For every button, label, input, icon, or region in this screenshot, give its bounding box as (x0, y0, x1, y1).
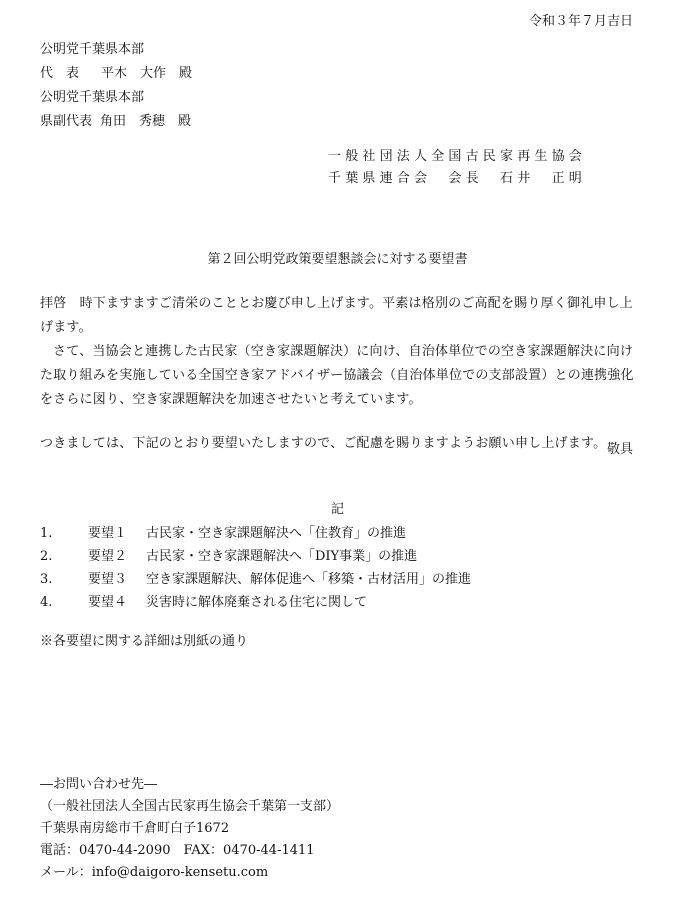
sender-chairman: 千葉県連合会 会長 石井 正明 (328, 171, 587, 186)
addressee-block (40, 38, 192, 134)
request-label: 要望３ (88, 572, 128, 587)
contact-address: 千葉県南房総市千倉町白子1672 (40, 821, 230, 836)
closing-word: 敬具 (606, 442, 633, 457)
request-item-4 (40, 591, 471, 614)
request-text: 古民家・空き家課題解決へ「住教育」の推進 (146, 526, 407, 541)
contact-organization: （一般社団法人全国古民家再生協会千葉第一支部） (40, 799, 340, 814)
request-label: 要望１ (88, 526, 128, 541)
paragraph-spacer (40, 412, 636, 432)
request-item-3 (40, 568, 471, 591)
addressee-org-1: 公明党千葉県本部 (40, 42, 145, 57)
sender-organization: 一般社団法人全国古民家再生協会 (328, 149, 587, 164)
sender-block (328, 146, 586, 190)
document-date: 令和３年７月吉日 (528, 14, 633, 29)
request-text: 災害時に解体廃棄される住宅に関して (146, 595, 368, 610)
contact-phone-fax: 電話：0470-44-2090 FAX：0470-44-1411 (40, 843, 315, 858)
request-list (40, 522, 471, 614)
contact-block (40, 774, 339, 884)
request-item-1 (40, 522, 471, 545)
request-intro-paragraph: つきましては、下記のとおり要望いたしますので、ご配慮を賜りますようお願い申し上げます。 (40, 436, 607, 451)
addressee-name-2: 角田 秀穂 殿 (100, 114, 192, 129)
request-number: 2. (40, 549, 53, 564)
document-title: 第２回公明党政策要望懇談会に対する要望書 (207, 252, 468, 267)
addressee-vice-representative (40, 110, 192, 134)
request-number: 1. (40, 526, 53, 541)
request-label: 要望４ (88, 595, 128, 610)
request-text: 空き家課題解決、解体促進へ「移築・古材活用」の推進 (146, 572, 472, 587)
request-item-2 (40, 545, 471, 568)
addressee-name-1: 平木 大作 殿 (101, 66, 193, 81)
letter-body (40, 292, 636, 456)
request-number: 4. (40, 595, 53, 610)
request-label: 要望２ (88, 549, 128, 564)
addressee-role-1: 代 表 (40, 66, 80, 81)
contact-email: メール：info@daigoro-kensetu.com (40, 865, 269, 880)
request-text: 古民家・空き家課題解決へ「DIY事業」の推進 (146, 549, 418, 564)
addressee-representative (40, 62, 192, 86)
greeting-paragraph: 拝啓 時下ますますご清栄のこととお慶び申し上げます。平素は格別のご高配を賜り厚く御礼申し上げます。 (40, 296, 633, 335)
details-note: ※各要望に関する詳細は別紙の通り (40, 634, 249, 649)
ki-heading: 記 (330, 502, 344, 517)
contact-heading: ―お問い合わせ先― (40, 777, 158, 792)
addressee-role-2: 県副代表 (40, 114, 93, 129)
request-number: 3. (40, 572, 53, 587)
addressee-org-2: 公明党千葉県本部 (40, 90, 145, 105)
purpose-paragraph: さて、当協会と連携した古民家（空き家課題解決）に向け、自治体単位での空き家課題解決に向けた取り組みを実施している全国空き家アドバイザー協議会（自治体単位での支部設置）との連携強化をさらに図り、空き家課題解決を加速させたいと考えています。 (40, 344, 634, 407)
